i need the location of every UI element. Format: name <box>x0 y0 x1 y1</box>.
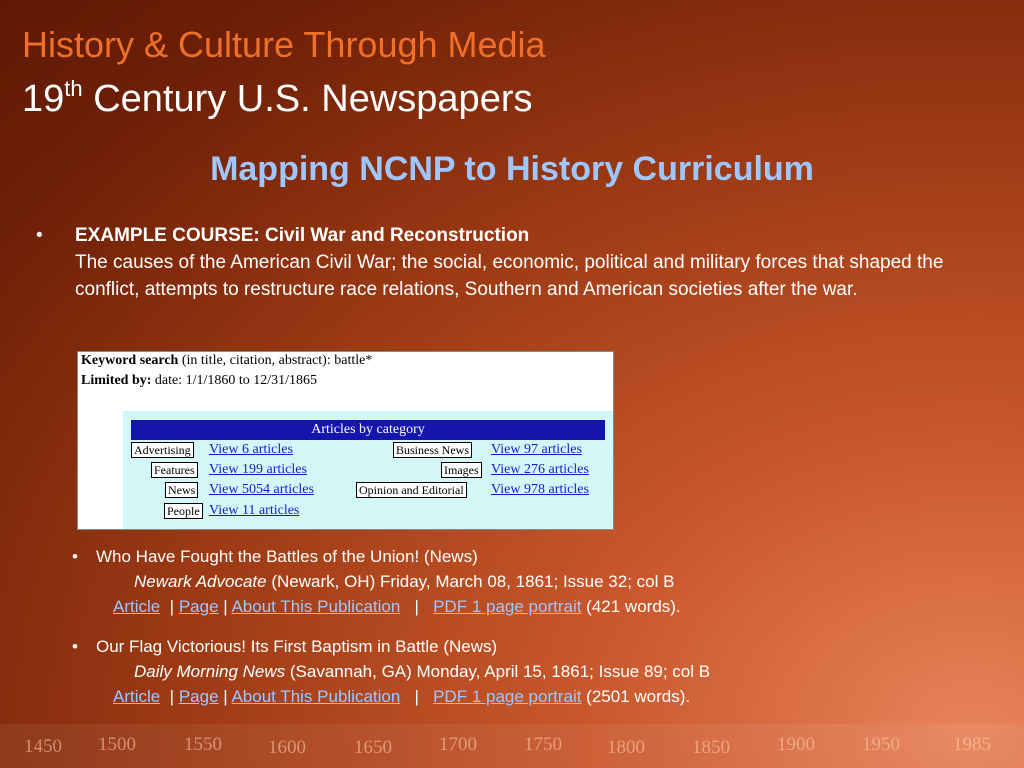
bullet-dot: • <box>72 637 78 656</box>
timeline-year: 1985 <box>953 734 991 755</box>
page-link[interactable]: Page <box>178 597 219 616</box>
category-link-opinion-editorial[interactable]: View 978 articles <box>491 482 589 497</box>
result-word-count: (2501 words). <box>581 687 691 706</box>
result-word-count: (421 words). <box>581 597 681 616</box>
article-link[interactable]: Article <box>113 597 161 616</box>
category-advertising: Advertising <box>131 442 194 458</box>
title-line-1: History & Culture Through Media <box>22 24 546 65</box>
category-link-features[interactable]: View 199 articles <box>209 462 307 477</box>
title-line-2 <box>22 78 532 121</box>
keyword-search-label: Keyword search <box>81 353 179 368</box>
category-opinion-editorial: Opinion and Editorial <box>356 482 467 498</box>
category-news: News <box>165 482 198 498</box>
category-business-news: Business News <box>393 442 472 458</box>
result-title: Who Have Fought the Battles of the Union! (News) <box>96 547 478 566</box>
limited-by-line <box>81 373 317 389</box>
timeline-year: 1650 <box>354 737 392 758</box>
timeline-year: 1600 <box>268 737 306 758</box>
limited-by-value: date: 1/1/1860 to 12/31/1865 <box>151 373 318 388</box>
result-details: (Newark, OH) Friday, March 08, 1861; Issue 32; col B <box>266 572 675 591</box>
keyword-search-line <box>81 353 372 369</box>
category-people: People <box>164 503 203 519</box>
title-superscript: th <box>64 76 83 101</box>
result-links: Article | Page | About This Publication | PDF 1 page portrait (2501 words). <box>113 687 691 706</box>
timeline-year: 1700 <box>439 734 477 755</box>
example-course-description: The causes of the American Civil War; the social, economic, political and military forces that shaped the conflict, attempts to restructure race relations, Southern and American societies after the war. <box>75 252 944 300</box>
slide-subtitle: Mapping NCNP to History Curriculum <box>210 150 814 188</box>
pdf-link[interactable]: PDF 1 page portrait <box>433 687 582 706</box>
limited-by-label: Limited by: <box>81 373 152 388</box>
category-features: Features <box>151 462 198 478</box>
timeline-year: 1750 <box>524 734 562 755</box>
timeline-year: 1950 <box>862 734 900 755</box>
result-source <box>134 659 1012 684</box>
bullet-dot: • <box>36 225 43 246</box>
category-link-people[interactable]: View 11 articles <box>209 503 300 518</box>
category-images: Images <box>441 462 482 478</box>
title-century-text: Century U.S. Newspapers <box>82 78 533 120</box>
result-publication: Newark Advocate <box>134 572 267 591</box>
pdf-link[interactable]: PDF 1 page portrait <box>433 597 582 616</box>
category-link-news[interactable]: View 5054 articles <box>209 482 314 497</box>
timeline-year: 1450 <box>24 736 62 757</box>
timeline-year: 1500 <box>98 734 136 755</box>
articles-by-category-header: Articles by category <box>131 420 605 440</box>
search-results-screenshot <box>77 351 614 530</box>
result-links: Article | Page | About This Publication | PDF 1 page portrait (421 words). <box>113 597 681 616</box>
result-title: Our Flag Victorious! Its First Baptism in Battle (News) <box>96 637 498 656</box>
category-link-images[interactable]: View 276 articles <box>491 462 589 477</box>
category-link-advertising[interactable]: View 6 articles <box>209 442 293 457</box>
timeline-year: 1900 <box>777 734 815 755</box>
article-link[interactable]: Article <box>113 687 161 706</box>
result-item <box>72 544 1012 619</box>
about-publication-link[interactable]: About This Publication <box>231 687 401 706</box>
about-publication-link[interactable]: About This Publication <box>231 597 401 616</box>
result-details: (Savannah, GA) Monday, April 15, 1861; Issue 89; col B <box>285 662 711 681</box>
timeline-year: 1850 <box>692 737 730 758</box>
title-century-number: 19 <box>22 78 65 120</box>
keyword-search-value: (in title, citation, abstract): battle* <box>178 353 373 368</box>
category-link-business-news[interactable]: View 97 articles <box>491 442 582 457</box>
timeline-year: 1800 <box>607 737 645 758</box>
timeline-year: 1550 <box>184 734 222 755</box>
result-item <box>72 634 1012 709</box>
result-publication: Daily Morning News <box>134 662 286 681</box>
bullet-dot: • <box>72 547 78 566</box>
result-source <box>134 569 1012 594</box>
example-course-bullet <box>36 222 1006 303</box>
articles-by-category-panel <box>123 411 613 529</box>
page-link[interactable]: Page <box>178 687 219 706</box>
example-course-heading: EXAMPLE COURSE: Civil War and Reconstruction <box>75 225 530 246</box>
timeline-strip <box>0 724 1024 768</box>
